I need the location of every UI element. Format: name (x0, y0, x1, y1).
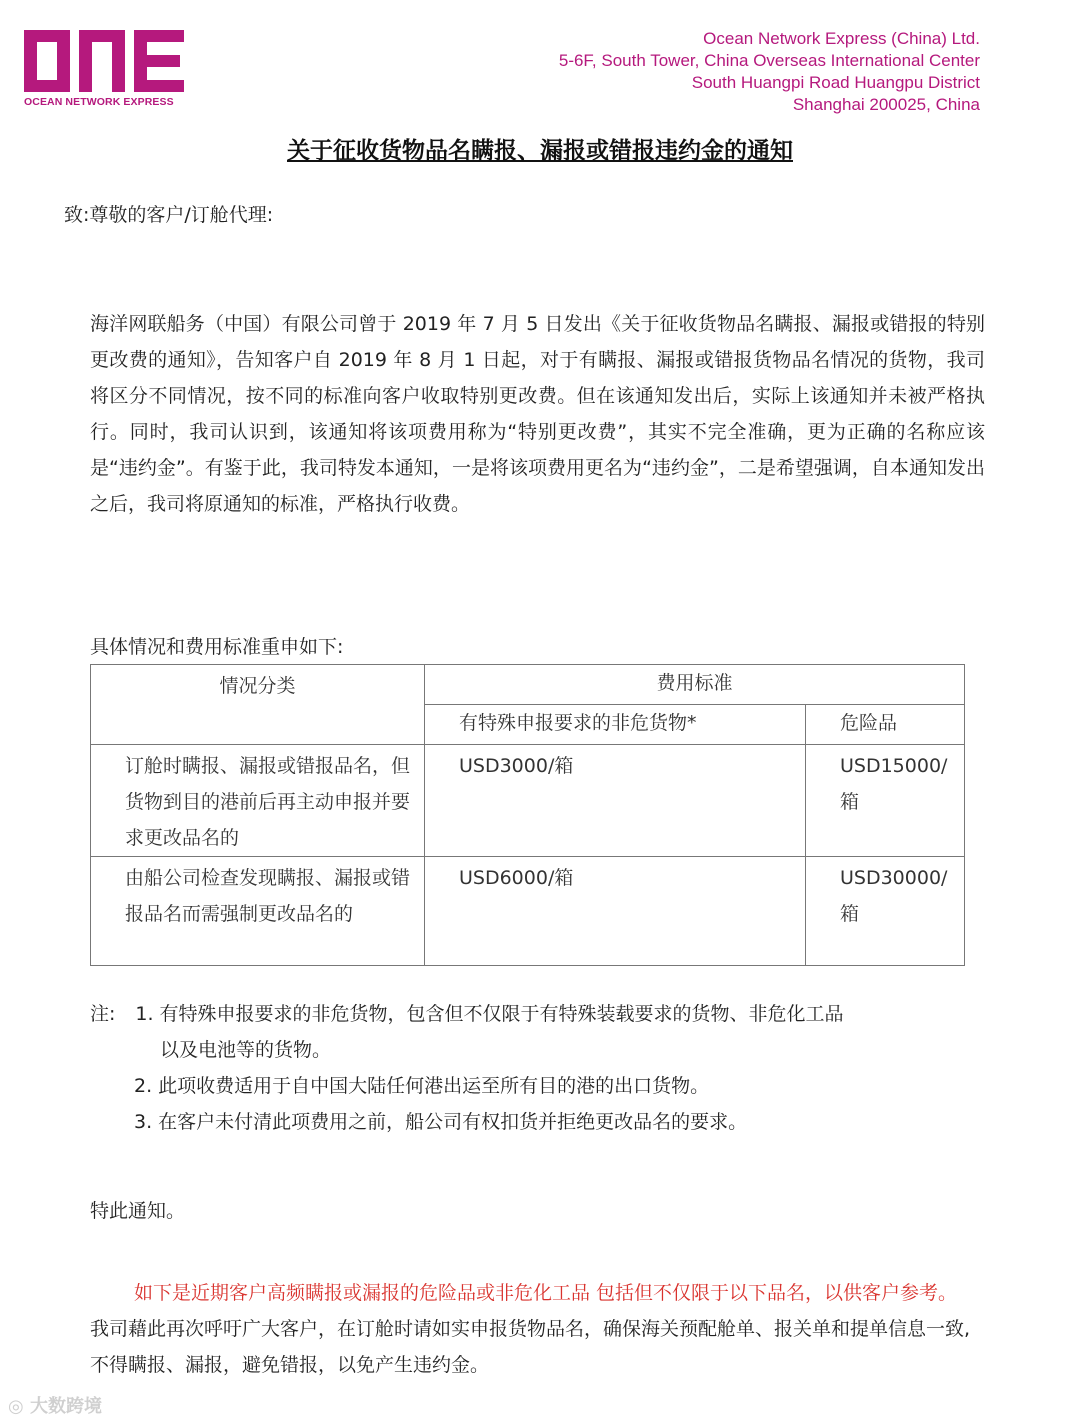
watermark-logo-icon: ◎ (8, 1396, 24, 1417)
address-line: South Huangpi Road Huangpu District (691, 73, 980, 92)
note-text: 此项收费适用于自中国大陆任何港出运至所有目的港的出口货物。 (158, 1075, 710, 1097)
fee-table (90, 664, 965, 966)
address-line: 5-6F, South Tower, China Overseas International Center (558, 51, 980, 70)
table-row (91, 745, 965, 857)
closing-red-text: 如下是近期客户高频瞒报或漏报的危险品或非危化工品 包括但不仅限于以下品名，以供客户参考。 (134, 1282, 958, 1304)
note-text: 有特殊申报要求的非危货物，包含但不仅限于有特殊装载要求的货物、非危化工品 (159, 1003, 844, 1025)
row-fee-nondangerous: USD3000/箱 (425, 745, 806, 857)
row-fee-dangerous: USD15000/箱 (806, 745, 965, 857)
row-fee-dangerous: USD30000/箱 (806, 857, 965, 966)
notice-title: 关于征收货物品名瞒报、漏报或错报违约金的通知 (287, 138, 793, 164)
notes (90, 996, 844, 1140)
watermark (8, 1392, 102, 1418)
note-number: 2. (134, 1075, 153, 1097)
note-item (90, 996, 844, 1032)
header-dangerous: 危险品 (806, 705, 965, 745)
notice-end: 特此通知。 (90, 1200, 186, 1222)
header-nondangerous: 有特殊申报要求的非危货物* (425, 705, 806, 745)
address-line: Ocean Network Express (China) Ltd. (703, 29, 980, 48)
note-number: 3. (134, 1111, 153, 1133)
closing-black-text: 我司藉此再次呼吁广大客户，在订舱时请如实申报货物品名，确保海关预配舱单、报关单和提单信息一致,不得瞒报、漏报，避免错报，以免产生违约金。 (90, 1318, 971, 1376)
notes-prefix: 注: (90, 1003, 116, 1025)
salutation: 致:尊敬的客户/订舱代理: (64, 204, 274, 226)
table-intro: 具体情况和费用标准重申如下: (90, 636, 344, 658)
address-line: Shanghai 200025, China (792, 95, 980, 114)
watermark-text: 大数跨境 (30, 1396, 102, 1417)
row-category: 订舱时瞒报、漏报或错报品名，但货物到目的港前后再主动申报并要求更改品名的 (91, 745, 425, 857)
row-category: 由船公司检查发现瞒报、漏报或错报品名而需强制更改品名的 (91, 857, 425, 966)
note-item-continued (90, 1032, 844, 1068)
body-paragraph: 海洋网联船务（中国）有限公司曾于 2019 年 7 月 5 日发出《关于征收货物品名瞒报、漏报或错报的特别更改费的通知》，告知客户自 2019 年 8 月 1 日起，对于有瞒报、漏报或错报货物品名情况的货物，我司将区分不同情况，按不同的标准向客户收取特别更改费。但在该通知发出后，实际上该通知并未被严格执行。同时，我司认识到，该通知将该项费用称为“特别更改费”，其实不完全准确，更为正确的名称应该是“违约金”。有鉴于此，我司特发本通知，一是将该项费用更名为“违约金”，二是希望强调，自本通知发出之后，我司将原通知的标准，严格执行收费。 (90, 313, 985, 515)
table-header-row (91, 665, 965, 705)
logo-subtitle: OCEAN NETWORK EXPRESS (24, 96, 174, 108)
header-category: 情况分类 (91, 665, 425, 745)
table-row (91, 857, 965, 966)
company-address (559, 28, 980, 116)
row-fee-nondangerous: USD6000/箱 (425, 857, 806, 966)
one-logo-mark (24, 30, 189, 92)
note-text: 在客户未付清此项费用之前，船公司有权扣货并拒绝更改品名的要求。 (158, 1111, 748, 1133)
header-fee: 费用标准 (425, 665, 965, 705)
note-number: 1. (135, 1003, 154, 1025)
closing-paragraph (90, 1275, 975, 1383)
one-logo (24, 30, 189, 110)
note-text: 以及电池等的货物。 (160, 1039, 332, 1061)
note-item (90, 1104, 844, 1140)
note-item (90, 1068, 844, 1104)
